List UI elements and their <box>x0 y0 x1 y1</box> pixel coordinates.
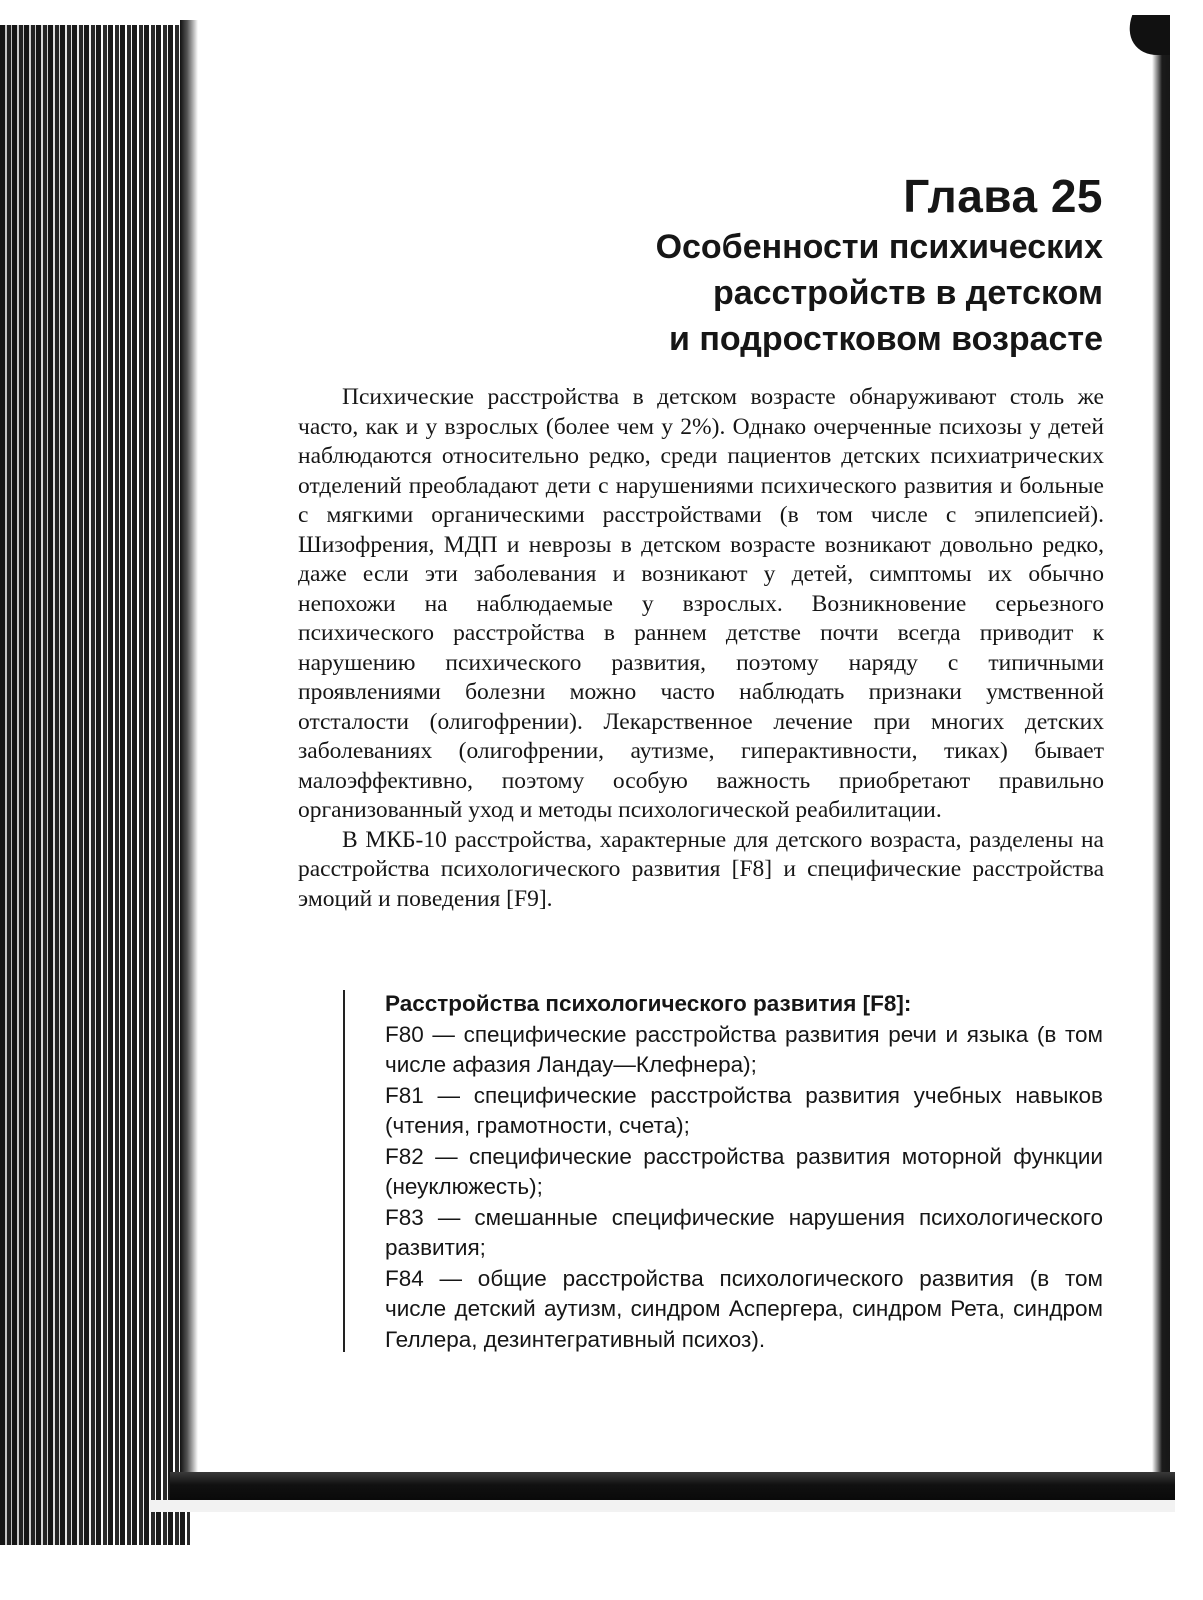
chapter-title-line: расстройств в детском <box>712 274 1103 312</box>
scan-margin-top <box>0 0 190 25</box>
chapter-heading <box>656 168 1103 362</box>
classification-item: F80 — специфические расстройства развития речи и языка (в том числе афазия Ландау—Клефнера); <box>385 1021 1103 1077</box>
classification-box <box>343 990 1115 1352</box>
classification-item: F82 — специфические расстройства развития моторной функции (неуклюжесть); <box>385 1143 1103 1199</box>
gutter-shadow <box>180 20 198 1485</box>
chapter-title-line: и подростковом возрасте <box>669 320 1103 358</box>
chapter-number: Глава 25 <box>903 170 1103 222</box>
classification-item: F81 — специфические расстройства развития учебных навыков (чтения, грамотности, счета); <box>385 1082 1103 1138</box>
body-text <box>298 383 1104 914</box>
classification-item: F83 — смешанные специфические нарушения психологического развития; <box>385 1204 1103 1260</box>
classification-item: F84 — общие расстройства психологического развития (в том числе детский аутизм, синдром Аспергера, синдром Рета, синдром Геллера, дезинтегративный психоз). <box>385 1265 1103 1352</box>
classification-list <box>385 989 1103 1355</box>
chapter-title <box>656 224 1103 362</box>
body-paragraph: Психические расстройства в детском возрасте обнаруживают столь же часто, как и у взрослых (более чем у 2%). Однако очерченные психозы у детей наблюдаются относительно редко, среди пациентов детских психиатрических отделений преобладают дети с нарушениями психического развития и больные с мягкими органическими расстройствами (в том числе с эпилепсией). Шизофрения, МДП и неврозы в детском возрасте возникают довольно редко, даже если эти заболевания и возникают у детей, симптомы их обычно непохожи на наблюдаемые у взрослых. Возникновение серьезного психического расстройства в раннем детстве почти всегда приводит к нарушению психического развития, поэтому наряду с типичными проявлениями болезни можно часто наблюдать признаки умственной отсталости (олигофрении). Лекарственное лечение при многих детских заболеваниях (олигофрении, аутизме, гиперактивности, тиках) бывает малоэффективно, поэтому особую важность приобретают правильно организованный уход и методы психологической реабилитации. <box>298 384 1104 823</box>
chapter-title-line: Особенности психических <box>655 228 1103 266</box>
scan-margin-bottom <box>0 1545 190 1600</box>
body-paragraph: В МКБ-10 расстройства, характерные для детского возраста, разделены на расстройства психологического развития [F8] и специфические расстройства эмоций и поведения [F9]. <box>298 826 1104 912</box>
scan-margin-right <box>1170 0 1203 1600</box>
scan-margin-lower <box>150 1500 1175 1512</box>
book-page-edges <box>0 0 190 1600</box>
classification-heading: Расстройства психологического развития [F8]: <box>385 991 912 1016</box>
